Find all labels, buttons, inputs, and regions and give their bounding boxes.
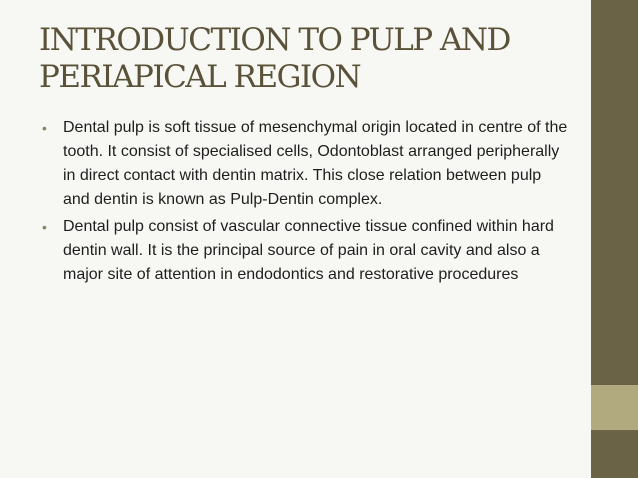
bullet-list bbox=[42, 116, 572, 290]
decorative-sidebar bbox=[591, 0, 638, 478]
sidebar-accent-block bbox=[591, 385, 638, 430]
bullet-dot-icon: • bbox=[42, 120, 47, 136]
bullet-dot-icon: • bbox=[42, 219, 47, 235]
bullet-item-2 bbox=[42, 215, 572, 287]
slide-title-line-1: INTRODUCTION TO PULP AND bbox=[39, 22, 510, 58]
bullet-text-2: Dental pulp consist of vascular connective tissue confined within hard dentin wall. It is the principal source of pain in oral cavity and also a major site of attention in endodontics and restorative procedures bbox=[63, 218, 554, 283]
bullet-text-1: Dental pulp is soft tissue of mesenchymal origin located in centre of the tooth. It consist of specialised cells, Odontoblast arranged peripherally in direct contact with dentin matrix. This close relation between pulp and dentin is known as Pulp-Dentin complex. bbox=[63, 119, 568, 208]
bullet-item-1 bbox=[42, 116, 572, 212]
slide-title-line-2: PERIAPICAL REGION bbox=[39, 59, 361, 95]
slide-title bbox=[39, 22, 579, 96]
